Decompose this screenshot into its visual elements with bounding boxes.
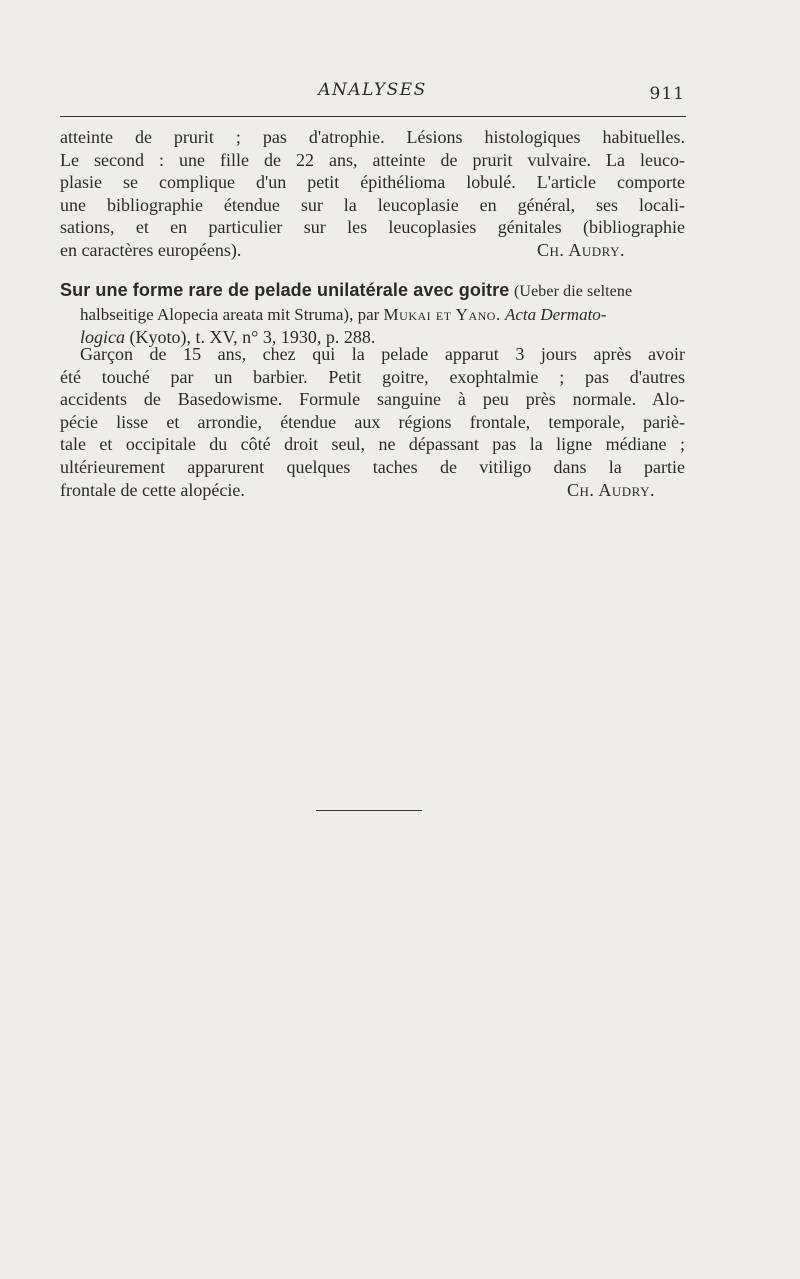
text-line: Garçon de 15 ans, chez qui la pelade apparut 3 jours après avoir [80, 344, 685, 364]
text-line: plasie se complique d'un petit épithélioma lobulé. L'article comporte [60, 172, 685, 193]
citation-journal-cont: logica [80, 327, 125, 348]
header-rule [60, 116, 686, 117]
citation-authors: Mukai et Yano. [383, 304, 501, 324]
article-citation [60, 279, 685, 349]
text-fragment: frontale de cette alopécie. [60, 479, 245, 500]
running-head [60, 80, 685, 106]
text-line: été touché par un barbier. Petit goitre, exophtalmie ; pas d'autres [60, 366, 685, 387]
abstract-body [60, 343, 685, 501]
author-signature: Ch. Audry. [536, 239, 625, 260]
text-line: sations, et en particulier sur les leucoplasies génitales (bibliographie [60, 217, 685, 238]
text-line: ultérieurement apparurent quelques taches de vitiligo dans la partie [60, 456, 685, 477]
abstract-continuation [60, 126, 685, 262]
author-signature: Ch. Audry. [566, 479, 655, 500]
citation-line [60, 279, 685, 304]
text-line-last [60, 479, 685, 502]
text-line-last [60, 239, 685, 262]
citation-original-title: (Ueber die seltene [513, 283, 633, 300]
citation-journal: Acta Dermato- [504, 304, 607, 324]
article-title: Sur une forme rare de pelade unilatérale avec goitre [60, 280, 510, 300]
text-line: une bibliographie étendue sur la leucoplasie en général, ses locali- [60, 194, 685, 215]
text-fragment: en caractères européens). [60, 239, 242, 260]
text-line: accidents de Basedowisme. Formule sanguine à peu près normale. Alo- [60, 389, 685, 410]
text-line: Le second : une fille de 22 ans, atteinte de prurit vulvaire. La leuco- [60, 149, 685, 170]
section-end-rule [316, 810, 422, 811]
text-line: pécie lisse et arrondie, étendue aux régions frontale, temporale, pariè- [60, 411, 685, 432]
citation-line [60, 304, 685, 327]
page-number: 911 [649, 84, 685, 104]
text-line: tale et occipitale du côté droit seul, ne dépassant pas la ligne médiane ; [60, 434, 685, 455]
text-line: atteinte de prurit ; pas d'atrophie. Lésions histologiques habituelles. [60, 127, 685, 147]
citation-details: (Kyoto), t. XV, n° 3, 1930, p. 288. [129, 327, 376, 348]
citation-text: halbseitige Alopecia areata mit Struma), par [80, 304, 380, 324]
running-title: ANALYSES [318, 80, 427, 100]
